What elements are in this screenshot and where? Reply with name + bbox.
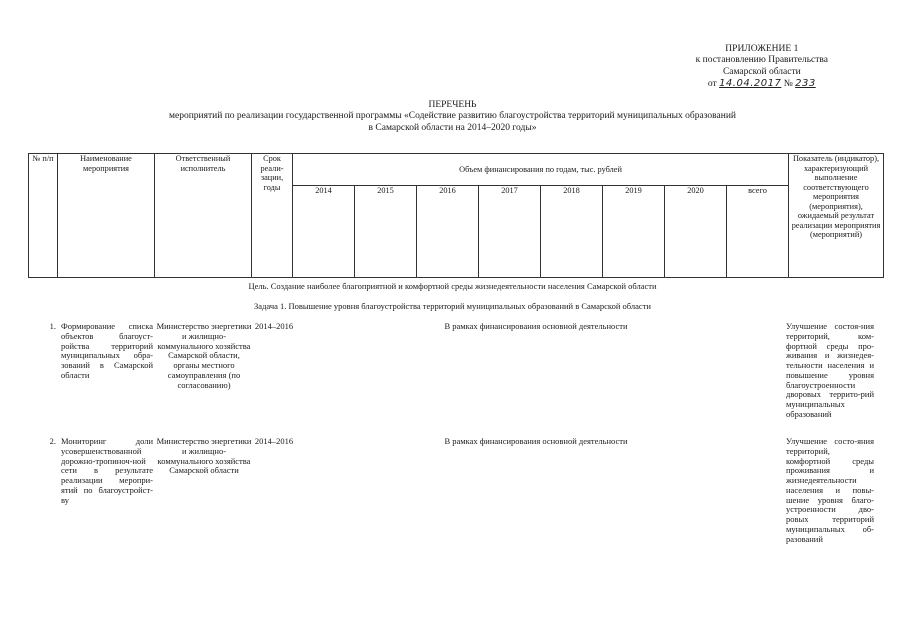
title-sub-2: в Самарской области на 2014–2020 годы» bbox=[368, 122, 537, 133]
header-responsible: Ответственный исполнитель bbox=[155, 154, 252, 278]
header-total: всего bbox=[727, 186, 789, 278]
header-year-2018: 2018 bbox=[541, 186, 603, 278]
number-label: № bbox=[783, 79, 793, 90]
row-responsible: Министерство энергетики и жилищно-коммунального хозяйства Самарской области bbox=[156, 436, 252, 476]
header-table bbox=[28, 153, 884, 278]
row-financing: В рамках финансирования основной деятельности bbox=[444, 321, 628, 331]
appendix-line-2: Самарской области bbox=[722, 66, 801, 77]
document-title bbox=[0, 100, 905, 134]
row-number: 2. bbox=[49, 436, 56, 446]
appendix-title: ПРИЛОЖЕНИЕ 1 bbox=[725, 44, 799, 54]
task-text: Задача 1. Повышение уровня благоустройства территорий муниципальных образований в Самарской области bbox=[254, 301, 651, 311]
row-financing: В рамках финансирования основной деятельности bbox=[444, 436, 628, 446]
decree-date: 14.04.2017 bbox=[719, 78, 782, 90]
row-indicator: Улучшение состоя-ния территорий, ком-фортной среды про-живания и жизнедея-тельности населения и повышение уровня благоустроенности дворовых террито-рий муниципальных образований bbox=[786, 321, 874, 419]
header-year-2015: 2015 bbox=[355, 186, 417, 278]
appendix-signature-line bbox=[696, 78, 828, 90]
title-main: ПЕРЕЧЕНЬ bbox=[428, 100, 477, 110]
row-term: 2014–2016 bbox=[254, 436, 294, 446]
row-responsible: Министерство энергетики и жилищно-коммунального хозяйства Самарской области, органы местного самоуправления (по согласованию) bbox=[156, 321, 252, 390]
header-indicator: Показатель (индикатор), характеризующий выполнение соответствующего мероприятия (мероприятия), ожидаемый результат реализации мероприятия (мероприятий) bbox=[789, 154, 884, 278]
decree-number: 233 bbox=[795, 78, 816, 90]
row-name: Мониторинг доли усовершенствованной дорожно-тропиноч-ной сети в результате реализации меропри-ятий по благоустройст-ву bbox=[61, 436, 153, 505]
row-term: 2014–2016 bbox=[254, 321, 294, 331]
header-financing: Объем финансирования по годам, тыс. рублей bbox=[293, 154, 789, 186]
goal-text: Цель. Создание наиболее благоприятной и комфортной среды жизнедеятельности населения Самарской области bbox=[248, 281, 657, 291]
row-name: Формирование списка объектов благоуст-ройства территорий муниципальных обра-зований в Самарской области bbox=[61, 321, 153, 380]
header-year-2014: 2014 bbox=[293, 186, 355, 278]
header-year-2020: 2020 bbox=[665, 186, 727, 278]
header-num: № п/п bbox=[29, 154, 58, 278]
appendix-block bbox=[696, 44, 828, 91]
header-year-2016: 2016 bbox=[417, 186, 479, 278]
header-term: Срок реали-зации, годы bbox=[252, 154, 293, 278]
header-year-2019: 2019 bbox=[603, 186, 665, 278]
appendix-line-1: к постановлению Правительства bbox=[695, 55, 828, 66]
row-indicator: Улучшение состо-яния территорий, комфортной среды проживания и жизнедеятельности населения и повы-шение уровня благо-устроенности дво-ровых территорий муниципальных об-разований bbox=[786, 436, 874, 544]
row-number: 1. bbox=[49, 321, 56, 331]
title-sub-1: мероприятий по реализации государственной программы «Содействие развитию благоустройства территорий муниципальных образований bbox=[169, 111, 736, 122]
header-name: Наименование мероприятия bbox=[58, 154, 155, 278]
header-year-2017: 2017 bbox=[479, 186, 541, 278]
from-label: от bbox=[707, 79, 717, 90]
